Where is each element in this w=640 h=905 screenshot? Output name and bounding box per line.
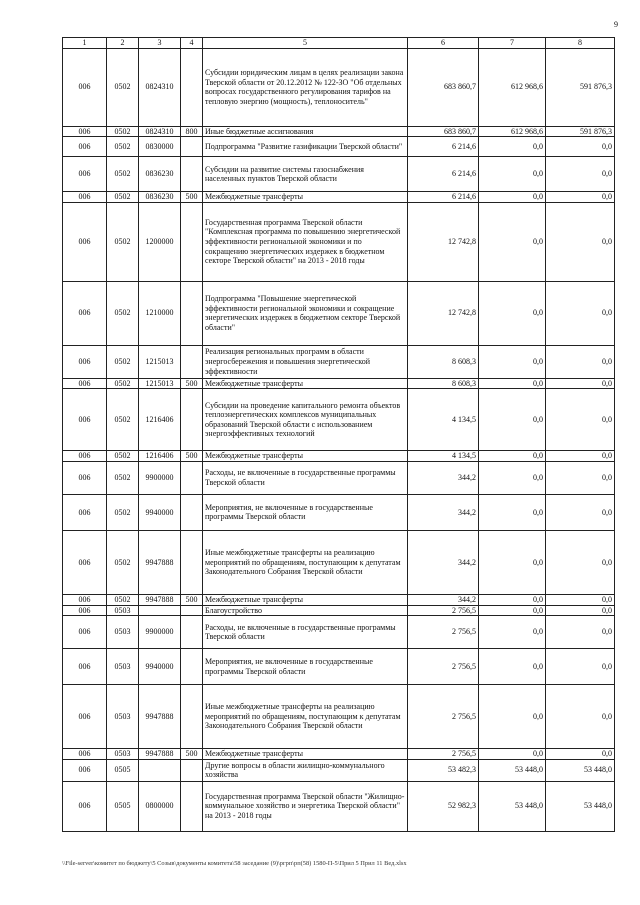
cell-section-code: 0505 — [107, 759, 139, 781]
cell-amount-3: 0,0 — [546, 451, 615, 462]
cell-amount-2: 0,0 — [479, 616, 546, 649]
cell-amount-2: 0,0 — [479, 749, 546, 760]
budget-table — [62, 37, 615, 832]
cell-ministry-code: 006 — [63, 281, 107, 345]
cell-expense-type — [181, 202, 203, 281]
cell-amount-1: 344,2 — [408, 530, 479, 594]
cell-section-code: 0502 — [107, 157, 139, 192]
col-header: 3 — [139, 38, 181, 49]
file-path-footer: \\File-server\комитет по бюджету\5 Созыв\документы комитета\58 заседание (9)\ргрп\рп(58) 1580-П-5\Прил 5 Прил 11 Вед.xlsx — [62, 860, 407, 867]
cell-section-code: 0505 — [107, 781, 139, 831]
cell-ministry-code: 006 — [63, 530, 107, 594]
cell-amount-3: 0,0 — [546, 461, 615, 494]
col-header: 8 — [546, 38, 615, 49]
cell-amount-2: 0,0 — [479, 389, 546, 451]
cell-amount-2: 0,0 — [479, 345, 546, 378]
table-row — [63, 389, 615, 451]
table-row — [63, 685, 615, 749]
cell-amount-3: 0,0 — [546, 530, 615, 594]
cell-section-code: 0503 — [107, 605, 139, 616]
cell-amount-1: 6 214,6 — [408, 192, 479, 203]
cell-expense-type: 800 — [181, 126, 203, 137]
table-row — [63, 749, 615, 760]
cell-ministry-code: 006 — [63, 781, 107, 831]
col-header: 1 — [63, 38, 107, 49]
cell-name: Мероприятия, не включенные в государственные программы Тверской области — [203, 494, 408, 530]
cell-amount-2: 612 968,6 — [479, 48, 546, 126]
cell-expense-type: 500 — [181, 451, 203, 462]
cell-expense-type: 500 — [181, 192, 203, 203]
cell-amount-1: 8 608,3 — [408, 345, 479, 378]
cell-amount-3: 0,0 — [546, 281, 615, 345]
cell-name: Государственная программа Тверской области "Жилищно-коммунальное хозяйство и энергетика Тверской области" на 2013 - 2018 годы — [203, 781, 408, 831]
table-row — [63, 345, 615, 378]
cell-amount-3: 0,0 — [546, 605, 615, 616]
cell-amount-2: 0,0 — [479, 461, 546, 494]
cell-section-code: 0502 — [107, 530, 139, 594]
cell-ministry-code: 006 — [63, 192, 107, 203]
cell-amount-3: 591 876,3 — [546, 126, 615, 137]
col-header: 4 — [181, 38, 203, 49]
cell-ministry-code: 006 — [63, 451, 107, 462]
cell-amount-1: 8 608,3 — [408, 378, 479, 389]
table-row — [63, 451, 615, 462]
cell-expense-type — [181, 616, 203, 649]
cell-target-article: 9947888 — [139, 685, 181, 749]
cell-amount-1: 2 756,5 — [408, 749, 479, 760]
cell-ministry-code: 006 — [63, 126, 107, 137]
cell-expense-type — [181, 781, 203, 831]
cell-amount-3: 0,0 — [546, 202, 615, 281]
table-row — [63, 378, 615, 389]
cell-amount-2: 0,0 — [479, 378, 546, 389]
page-number: 9 — [614, 20, 618, 29]
cell-amount-1: 2 756,5 — [408, 649, 479, 685]
cell-amount-1: 2 756,5 — [408, 685, 479, 749]
cell-amount-3: 0,0 — [546, 594, 615, 605]
col-header: 5 — [203, 38, 408, 49]
cell-target-article: 0830000 — [139, 137, 181, 157]
cell-amount-1: 53 482,3 — [408, 759, 479, 781]
cell-ministry-code: 006 — [63, 389, 107, 451]
cell-section-code: 0502 — [107, 126, 139, 137]
cell-amount-2: 612 968,6 — [479, 126, 546, 137]
cell-expense-type — [181, 48, 203, 126]
cell-target-article: 0836230 — [139, 157, 181, 192]
cell-name: Мероприятия, не включенные в государственные программы Тверской области — [203, 649, 408, 685]
cell-name: Субсидии на развитие системы газоснабжения населенных пунктов Тверской области — [203, 157, 408, 192]
cell-target-article: 1210000 — [139, 281, 181, 345]
cell-amount-2: 0,0 — [479, 605, 546, 616]
cell-expense-type — [181, 649, 203, 685]
cell-ministry-code: 006 — [63, 749, 107, 760]
cell-ministry-code: 006 — [63, 494, 107, 530]
cell-section-code: 0502 — [107, 594, 139, 605]
cell-target-article: 1216406 — [139, 451, 181, 462]
cell-name: Субсидии юридическим лицам в целях реализации закона Тверской области от 20.12.2012 № 122-ЗО "Об отдельных вопросах государственного регулирования тарифов на тепловую энергию (мощность), теплоноситель" — [203, 48, 408, 126]
cell-amount-2: 0,0 — [479, 202, 546, 281]
cell-amount-1: 683 860,7 — [408, 48, 479, 126]
cell-amount-1: 4 134,5 — [408, 389, 479, 451]
cell-target-article: 9947888 — [139, 749, 181, 760]
cell-target-article: 1215013 — [139, 345, 181, 378]
cell-name: Государственная программа Тверской области "Комплексная программа по повышению энергетической эффективности региональной экономики и по сокращению энергетических издержек в бюджетном секторе Тверской области" на 2013 - 2018 годы — [203, 202, 408, 281]
cell-section-code: 0502 — [107, 281, 139, 345]
table-row — [63, 759, 615, 781]
cell-target-article: 0824310 — [139, 48, 181, 126]
cell-expense-type — [181, 137, 203, 157]
cell-name: Иные межбюджетные трансферты на реализацию мероприятий по обращениям, поступающим к депутатам Законодательного Собрания Тверской области — [203, 685, 408, 749]
cell-name: Расходы, не включенные в государственные программы Тверской области — [203, 461, 408, 494]
cell-amount-1: 12 742,8 — [408, 202, 479, 281]
cell-amount-3: 591 876,3 — [546, 48, 615, 126]
table-row — [63, 48, 615, 126]
cell-amount-1: 4 134,5 — [408, 451, 479, 462]
cell-section-code: 0502 — [107, 137, 139, 157]
cell-expense-type: 500 — [181, 594, 203, 605]
cell-amount-1: 12 742,8 — [408, 281, 479, 345]
cell-amount-1: 2 756,5 — [408, 605, 479, 616]
table-row — [63, 616, 615, 649]
cell-section-code: 0502 — [107, 378, 139, 389]
cell-expense-type — [181, 281, 203, 345]
col-header: 2 — [107, 38, 139, 49]
cell-ministry-code: 006 — [63, 685, 107, 749]
col-header: 6 — [408, 38, 479, 49]
table-row — [63, 649, 615, 685]
cell-target-article: 9947888 — [139, 594, 181, 605]
cell-amount-3: 0,0 — [546, 749, 615, 760]
cell-target-article — [139, 605, 181, 616]
table-row — [63, 157, 615, 192]
cell-section-code: 0503 — [107, 685, 139, 749]
cell-name: Межбюджетные трансферты — [203, 594, 408, 605]
cell-ministry-code: 006 — [63, 48, 107, 126]
cell-amount-2: 0,0 — [479, 685, 546, 749]
cell-ministry-code: 006 — [63, 605, 107, 616]
cell-amount-1: 6 214,6 — [408, 137, 479, 157]
table-row — [63, 594, 615, 605]
cell-target-article: 9940000 — [139, 649, 181, 685]
cell-ministry-code: 006 — [63, 649, 107, 685]
cell-ministry-code: 006 — [63, 378, 107, 389]
cell-ministry-code: 006 — [63, 461, 107, 494]
cell-name: Иные межбюджетные трансферты на реализацию мероприятий по обращениям, поступающим к депутатам Законодательного Собрания Тверской области — [203, 530, 408, 594]
cell-expense-type — [181, 157, 203, 192]
cell-amount-3: 53 448,0 — [546, 759, 615, 781]
cell-section-code: 0503 — [107, 649, 139, 685]
cell-section-code: 0503 — [107, 616, 139, 649]
cell-amount-3: 0,0 — [546, 494, 615, 530]
cell-name: Межбюджетные трансферты — [203, 749, 408, 760]
table-row — [63, 494, 615, 530]
cell-name: Реализация региональных программ в области энергосбережения и повышения энергетической эффективности — [203, 345, 408, 378]
cell-amount-2: 0,0 — [479, 649, 546, 685]
cell-name: Межбюджетные трансферты — [203, 378, 408, 389]
header-row — [63, 38, 615, 49]
cell-name: Иные бюджетные ассигнования — [203, 126, 408, 137]
cell-amount-2: 0,0 — [479, 157, 546, 192]
cell-amount-1: 344,2 — [408, 494, 479, 530]
cell-amount-2: 0,0 — [479, 137, 546, 157]
cell-ministry-code: 006 — [63, 345, 107, 378]
cell-section-code: 0502 — [107, 48, 139, 126]
cell-expense-type — [181, 461, 203, 494]
col-header: 7 — [479, 38, 546, 49]
table-row — [63, 530, 615, 594]
cell-ministry-code: 006 — [63, 157, 107, 192]
cell-amount-3: 53 448,0 — [546, 781, 615, 831]
cell-amount-1: 6 214,6 — [408, 157, 479, 192]
cell-section-code: 0502 — [107, 494, 139, 530]
table-row — [63, 126, 615, 137]
cell-amount-1: 52 982,3 — [408, 781, 479, 831]
cell-target-article: 0800000 — [139, 781, 181, 831]
cell-target-article: 9900000 — [139, 616, 181, 649]
cell-amount-3: 0,0 — [546, 616, 615, 649]
cell-target-article: 9940000 — [139, 494, 181, 530]
table-row — [63, 202, 615, 281]
cell-expense-type — [181, 530, 203, 594]
cell-amount-3: 0,0 — [546, 389, 615, 451]
cell-expense-type: 500 — [181, 378, 203, 389]
cell-expense-type — [181, 685, 203, 749]
cell-ministry-code: 006 — [63, 137, 107, 157]
cell-ministry-code: 006 — [63, 759, 107, 781]
cell-name: Межбюджетные трансферты — [203, 451, 408, 462]
cell-ministry-code: 006 — [63, 616, 107, 649]
table-row — [63, 192, 615, 203]
cell-amount-2: 53 448,0 — [479, 759, 546, 781]
cell-amount-3: 0,0 — [546, 378, 615, 389]
cell-amount-1: 344,2 — [408, 594, 479, 605]
cell-ministry-code: 006 — [63, 202, 107, 281]
cell-amount-2: 0,0 — [479, 451, 546, 462]
cell-target-article — [139, 759, 181, 781]
cell-target-article: 1215013 — [139, 378, 181, 389]
cell-expense-type — [181, 605, 203, 616]
cell-ministry-code: 006 — [63, 594, 107, 605]
cell-section-code: 0502 — [107, 202, 139, 281]
cell-amount-3: 0,0 — [546, 137, 615, 157]
cell-name: Субсидии на проведение капитального ремонта объектов теплоэнергетических комплексов муниципальных образований Тверской области с использованием энергоэффективных технологий — [203, 389, 408, 451]
cell-target-article: 9947888 — [139, 530, 181, 594]
cell-amount-2: 53 448,0 — [479, 781, 546, 831]
cell-target-article: 1200000 — [139, 202, 181, 281]
cell-amount-2: 0,0 — [479, 494, 546, 530]
cell-expense-type — [181, 345, 203, 378]
cell-amount-1: 2 756,5 — [408, 616, 479, 649]
table-row — [63, 605, 615, 616]
cell-amount-3: 0,0 — [546, 345, 615, 378]
cell-section-code: 0502 — [107, 389, 139, 451]
cell-target-article: 1216406 — [139, 389, 181, 451]
cell-section-code: 0502 — [107, 192, 139, 203]
cell-section-code: 0502 — [107, 461, 139, 494]
table-row — [63, 137, 615, 157]
cell-amount-1: 344,2 — [408, 461, 479, 494]
cell-section-code: 0502 — [107, 345, 139, 378]
cell-amount-3: 0,0 — [546, 192, 615, 203]
cell-amount-2: 0,0 — [479, 192, 546, 203]
cell-name: Благоустройство — [203, 605, 408, 616]
cell-amount-1: 683 860,7 — [408, 126, 479, 137]
cell-expense-type — [181, 389, 203, 451]
cell-name: Расходы, не включенные в государственные программы Тверской области — [203, 616, 408, 649]
cell-target-article: 9900000 — [139, 461, 181, 494]
cell-name: Другие вопросы в области жилищно-коммунального хозяйства — [203, 759, 408, 781]
cell-expense-type: 500 — [181, 749, 203, 760]
cell-expense-type — [181, 759, 203, 781]
cell-section-code: 0503 — [107, 749, 139, 760]
cell-name: Подпрограмма "Повышение энергетической эффективности региональной экономики и сокращение энергетических издержек в бюджетном секторе Тверской области" — [203, 281, 408, 345]
cell-amount-3: 0,0 — [546, 649, 615, 685]
cell-amount-2: 0,0 — [479, 281, 546, 345]
table-row — [63, 281, 615, 345]
cell-amount-3: 0,0 — [546, 685, 615, 749]
cell-amount-3: 0,0 — [546, 157, 615, 192]
cell-section-code: 0502 — [107, 451, 139, 462]
cell-target-article: 0836230 — [139, 192, 181, 203]
table-row — [63, 781, 615, 831]
cell-expense-type — [181, 494, 203, 530]
cell-name: Подпрограмма "Развитие газификации Тверской области" — [203, 137, 408, 157]
table-row — [63, 461, 615, 494]
cell-amount-2: 0,0 — [479, 530, 546, 594]
cell-amount-2: 0,0 — [479, 594, 546, 605]
cell-target-article: 0824310 — [139, 126, 181, 137]
cell-name: Межбюджетные трансферты — [203, 192, 408, 203]
